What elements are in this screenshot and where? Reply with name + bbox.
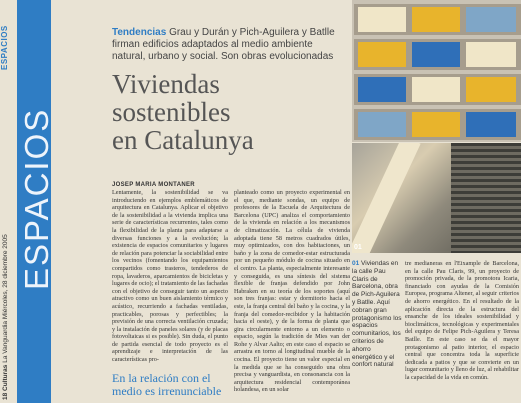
body-column-1: Lentamente, la sostenibilidad se va introduciendo en ejemplos emblemáticos de arquitectura en Catalunya. Aplicar el objetivo de la sostenibilidad a la vivienda implica una serie de características recurrentes, tales como la flexibilidad de la planta para adaptarse a diversas funciones y a la evolución; la existencia de espacios comunitarios y lugares de relación para potenciar la sociabilidad entre los vecinos (fomentando los equipamientos compartidos como trasteros, tendederos de ropa, lavaderos, aparcamientos de bicicletas y lugares de ocio); el tratamiento de las fachadas con el objetivo de conseguir tanto un aspecto atractivo como un buen aislamiento térmico y acústico, recurriendo a fachadas ventiladas, practicables, porosas y perfectibles; la previsión de una correcta ventilación cruzada; y la instalación de paneles solares (y de placas fotovoltaicas si es posible). Sin duda, el punto de partida esencial de todo proyecto es el aprendizaje e interpretación de las características pro-: [112, 189, 228, 364]
page-spine: [0, 0, 55, 403]
section-title: ESPACIOS: [18, 107, 55, 290]
facade-row: [354, 74, 521, 105]
window-pane: [412, 112, 460, 137]
facade-row: [354, 4, 521, 35]
kicker-text: Grau y Durán y Pich-Aguilera y Batlle firman edificios adaptados al medio ambiente natural, urbano y social. Son obras evolucionadas: [112, 27, 335, 62]
building-facade-photo: [352, 0, 521, 142]
facade-row: [354, 39, 521, 70]
caption-number: 01: [352, 260, 360, 267]
window-pane: [358, 77, 406, 102]
photo-number: 01: [354, 244, 362, 251]
photo-caption: [352, 260, 402, 369]
headline-line: Viviendas: [112, 69, 220, 99]
window-pane: [358, 112, 406, 137]
caption-text: Viviendas en la calle Pau Claris de Barcelona, obra de Pich-Aguilera y Batlle. Aquí cobran gran protagonismo los espacios comunitarios, los criterios de ahorro energético y el confort natural: [352, 260, 402, 369]
page-meta: [2, 234, 9, 400]
window-pane: [466, 77, 516, 102]
window-pane: [466, 7, 516, 32]
window-pane: [412, 7, 460, 32]
window-pane: [412, 42, 460, 67]
window-pane: [466, 112, 516, 137]
window-pane: [466, 42, 516, 67]
article-kicker: [112, 27, 344, 63]
body-column-3: tre medianeras en l'Eixample de Barcelona, en la calle Pau Claris, 99, un proyecto de promoción privada, de la promotora Icaria, financiado con ayudas de la Comisión Europea, programa Altener, al seguir criterios de ahorro energético. En el resultado de la aplicación directa de la estructura del ensanche de los ideales sostenibilidad y bioclimáticos, tecnológicas y experimentales del equipo de Felipe Pich-Aguilera y Teresa Batlle. En este caso se da el mayor protagonismo al patio interior, el espacio central que concentra toda la superficie dedicada a patios y que se convierte en un lugar comunitario y lleno de luz, al rehabilitar la capacidad de la vida en común.: [405, 260, 519, 381]
newspaper-name: La Vanguardia: [2, 320, 9, 363]
article-headline: [112, 70, 352, 154]
window-pane: [358, 42, 406, 67]
section-name: Culturas: [2, 364, 9, 391]
body-column-2: planteado como un proyecto experimental en el que, mediante sondas, un equipo de profesores de la Escuela de Arquitectura de Barcelona (UPC) analiza el comportamiento de la vivienda en relación a los mecanismos de climatización. La célula de vivienda adoptada tiene 58 metros cuadrados útiles, muy optimizados, con dos habitaciones, un baño y la zona de comedor-estar estructurada por un pequeño módulo de cocina situado en el centro. La planta, especialmente interesante y conseguida, es una síntesis del sistema flexible de franjas defendido por John Habraken en su teoría de los soportes (aquí son tres franjas: estar y dormitorio hacia el este, la franja central del baño y la cocina, y la franja del comedor-recibidor y la habitación hacia el oeste), y de la forma de planta que gira circularmente entorno a un elemento o espacio, según la tradición de Mies van der Rohe y Alvar Aalto; en este caso el espacio se arrastra en torno al longitudinal mueble de la cocina. El proyecto tiene un valor especial en la medida que se ha conseguido una obra precisa y vanguardista, en consonancia con la arquitectura residencial contemporánea holandesa, en un solar: [234, 189, 350, 394]
page-number: 18: [2, 392, 9, 400]
section-label-small: ESPACIOS: [0, 25, 9, 70]
window-pane: [412, 77, 460, 102]
window-pane: [358, 7, 406, 32]
louver-screen: [451, 143, 521, 253]
kicker-tag: Tendencias: [112, 27, 167, 38]
pull-quote: En la relación con el medio es irrenunciable: [112, 371, 222, 398]
issue-date: Miércoles, 28 diciembre 2005: [2, 234, 9, 320]
headline-line: sostenibles: [112, 97, 231, 127]
light-beam: [352, 143, 421, 253]
facade-row: [354, 109, 521, 140]
byline: JOSEP MARIA MONTANER: [112, 182, 195, 188]
headline-line: en Catalunya: [112, 125, 254, 155]
interior-courtyard-photo: [352, 143, 521, 253]
